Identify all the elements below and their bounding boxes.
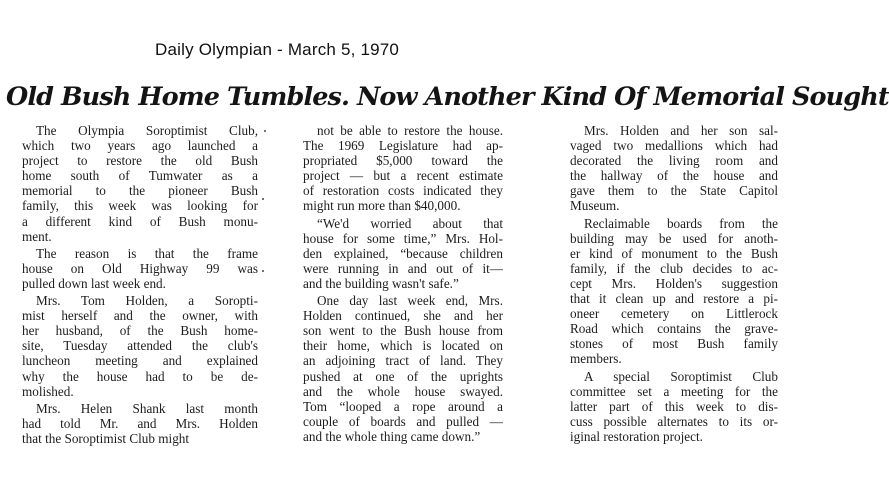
article-line: pulled down last week end. xyxy=(22,275,166,291)
article-line: oneer cemetery on Littlerock xyxy=(570,306,778,322)
article-line: pushed at one of the uprights xyxy=(303,368,503,384)
article-line: cuss possible alternates to its or- xyxy=(570,413,778,429)
article-line: luncheon meeting and explained xyxy=(22,353,258,369)
print-speck xyxy=(262,198,264,200)
article-line: site, Tuesday attended the club's xyxy=(22,338,258,354)
article-line: members. xyxy=(570,351,622,367)
article-line: er kind of monument to the Bush xyxy=(570,245,778,261)
article-line: and the whole thing came down.” xyxy=(303,428,481,444)
article-line: Mrs. Tom Holden, a Soropti- xyxy=(36,293,258,309)
article-line: iginal restoration project. xyxy=(570,428,703,444)
article-column-2 xyxy=(303,123,503,446)
article-line: family, if the club decides to ac- xyxy=(570,260,778,276)
article-paragraph xyxy=(570,123,778,214)
article-line: and the building wasn't safe.” xyxy=(303,275,459,291)
clipping-source-caption: Daily Olympian - March 5, 1970 xyxy=(155,40,400,59)
article-paragraph xyxy=(22,246,258,291)
article-column-3 xyxy=(570,123,778,446)
article-line: mist herself and the owner, with xyxy=(22,308,258,324)
article-line: ment. xyxy=(22,228,52,244)
article-line: an adjoining tract of land. They xyxy=(303,353,503,369)
article-column-1 xyxy=(22,123,258,448)
article-line: a different kind of Bush monu- xyxy=(22,213,258,229)
article-line: Museum. xyxy=(570,198,620,214)
article-line: A special Soroptimist Club xyxy=(584,368,778,384)
article-line: “We'd worried about that xyxy=(317,215,503,231)
article-line: that it clean up and restore a pi- xyxy=(570,291,778,307)
article-line: son went to the Bush house from xyxy=(303,323,503,339)
article-line: why the house had to be de- xyxy=(22,368,258,384)
article-paragraph xyxy=(303,216,503,291)
article-line: family, this week was looking for xyxy=(22,198,258,214)
article-line: home south of Tumwater as a xyxy=(22,168,258,184)
article-line: had told Mr. and Mrs. Holden xyxy=(22,415,258,431)
article-line: Mrs. Helen Shank last month xyxy=(36,400,258,416)
article-line: propriated $5,000 toward the xyxy=(303,153,503,169)
article-line: The Olympia Soroptimist Club, xyxy=(36,123,258,138)
article-headline: Old Bush Home Tumbles. Now Another Kind Of Memorial Sought xyxy=(6,82,889,112)
article-line: and the whole house swayed. xyxy=(303,383,503,399)
article-paragraph xyxy=(22,293,258,399)
article-line: house for some time,” Mrs. Hol- xyxy=(303,230,503,246)
article-line: Mrs. Holden and her son sal- xyxy=(584,123,778,138)
article-line: building may be used for anoth- xyxy=(570,230,778,246)
article-line: molished. xyxy=(22,383,74,399)
article-line: might run more than $40,000. xyxy=(303,198,461,214)
article-paragraph xyxy=(22,401,258,446)
article-line: cept Mrs. Holden's suggestion xyxy=(570,275,778,291)
article-paragraph xyxy=(22,123,258,244)
article-line: their home, which is located on xyxy=(303,338,503,354)
print-speck xyxy=(262,270,264,272)
article-line: latter part of this week to dis- xyxy=(570,398,778,414)
article-paragraph xyxy=(570,369,778,444)
article-line: vaged two medallions which had xyxy=(570,138,778,154)
article-line: den explained, “because children xyxy=(303,245,503,261)
article-line: house on Old Highway 99 was xyxy=(22,260,258,276)
article-line: not be able to restore the house. xyxy=(317,123,503,138)
article-line: her husband, of the Bush home- xyxy=(22,323,258,339)
article-line: which two years ago launched a xyxy=(22,138,258,154)
article-line: were running in and out of it— xyxy=(303,260,503,276)
article-line: that the Soroptimist Club might xyxy=(22,430,190,446)
article-line: gave them to the State Capitol xyxy=(570,183,778,199)
article-paragraph xyxy=(303,123,503,214)
article-line: stones of most Bush family xyxy=(570,336,778,352)
article-line: Holden continued, she and her xyxy=(303,308,503,324)
article-line: One day last week end, Mrs. xyxy=(317,293,503,309)
article-line: Tom “looped a rope around a xyxy=(303,398,503,414)
print-speck xyxy=(264,130,266,132)
article-line: project to restore the old Bush xyxy=(22,153,258,169)
article-line: the hallway of the house and xyxy=(570,168,778,184)
article-line: The reason is that the frame xyxy=(36,245,258,261)
article-line: committee set a meeting for the xyxy=(570,383,778,399)
newspaper-clipping xyxy=(0,80,889,460)
article-line: The 1969 Legislature had ap- xyxy=(303,138,503,154)
article-line: memorial to the pioneer Bush xyxy=(22,183,258,199)
article-line: project — but a recent estimate xyxy=(303,168,503,184)
article-line: couple of boards and pulled — xyxy=(303,413,503,429)
article-line: Road which contains the grave- xyxy=(570,321,778,337)
article-line: Reclaimable boards from the xyxy=(584,215,778,231)
article-paragraph xyxy=(303,293,503,444)
article-line: of restoration costs indicated they xyxy=(303,183,503,199)
article-paragraph xyxy=(570,216,778,367)
article-line: decorated the living room and xyxy=(570,153,778,169)
